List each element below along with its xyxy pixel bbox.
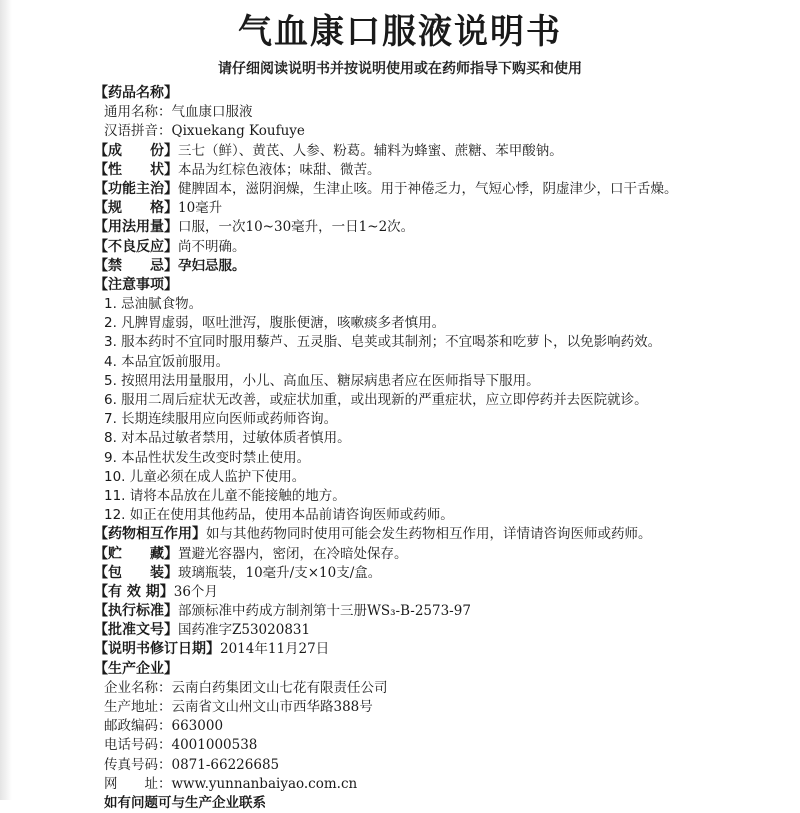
- leaflet-row: [94, 180, 784, 199]
- section-value: 5. 按照用法用量服用，小儿、高血压、糖尿病患者应在医师指导下服用。: [104, 372, 540, 389]
- leaflet-row: [94, 391, 784, 410]
- leaflet-row: [94, 238, 784, 257]
- section-value: 企业名称：云南白药集团文山七花有限责任公司: [104, 679, 388, 696]
- section-value: 邮政编码：663000: [104, 718, 224, 735]
- leaflet-row: [94, 449, 784, 468]
- document-subtitle: 请仔细阅读说明书并按说明使用或在药师指导下购买和使用: [218, 61, 582, 77]
- section-value: 8. 对本品过敏者禁用，过敏体质者慎用。: [104, 430, 351, 447]
- section-value: 三七（鲜）、黄芪、人参、粉葛。辅料为蜂蜜、蔗糖、苯甲酸钠。: [178, 142, 563, 159]
- section-label: 【包 装】: [94, 564, 178, 581]
- leaflet-row: [94, 487, 784, 506]
- section-value: 汉语拼音：Qixuekang Koufuye: [104, 123, 305, 140]
- leaflet-row: [94, 468, 784, 487]
- section-value: 6. 服用二周后症状无改善，或症状加重，或出现新的严重症状，应立即停药并去医院就诊。: [104, 392, 648, 408]
- section-label: 【贮 藏】: [94, 545, 178, 562]
- leaflet-row: [94, 161, 784, 180]
- leaflet-row: [94, 640, 784, 659]
- section-value: 部颁标准中药成方制剂第十三册WS₃-B-2573-97: [178, 603, 471, 620]
- section-label: 【用法用量】: [94, 219, 178, 236]
- leaflet-row: [94, 717, 784, 736]
- section-value: 1. 忌油腻食物。: [104, 296, 203, 313]
- section-value: 孕妇忌服。: [178, 257, 246, 274]
- leaflet-row: [94, 218, 784, 237]
- section-value: 3. 服本药时不宜同时服用藜芦、五灵脂、皂荚或其制剂；不宜喝茶和吃萝卜，以免影响药效。: [104, 334, 662, 351]
- section-value: 4. 本品宜饭前服用。: [104, 353, 230, 370]
- leaflet-row: [94, 257, 784, 276]
- leaflet-row: [94, 506, 784, 525]
- leaflet-row: [94, 429, 784, 448]
- leaflet-row: [94, 410, 784, 429]
- leaflet-row: [94, 372, 784, 391]
- leaflet-row: [94, 756, 784, 775]
- section-label: 【注意事项】: [94, 276, 178, 293]
- section-value: 本品为红棕色液体；味甜、微苦。: [178, 161, 381, 178]
- section-label: 【性 状】: [94, 161, 178, 178]
- leaflet-row: [94, 679, 784, 698]
- leaflet-row: [94, 621, 784, 640]
- section-label: 【禁 忌】: [94, 257, 178, 274]
- leaflet-row: [94, 564, 784, 583]
- section-label: 【有 效 期】: [94, 583, 174, 600]
- section-label: 【成 份】: [94, 142, 178, 159]
- document-title: 气血康口服液说明书: [238, 12, 562, 52]
- leaflet-row: [94, 295, 784, 314]
- leaflet-row: [94, 775, 784, 794]
- section-value: 2014年11月27日: [220, 641, 330, 658]
- leaflet-row: [94, 736, 784, 755]
- section-value: 置避光容器内，密闭，在冷暗处保存。: [178, 545, 408, 562]
- section-label: 【说明书修订日期】: [94, 641, 220, 658]
- leaflet-row: [94, 583, 784, 602]
- leaflet-body: [94, 84, 784, 813]
- section-value: 健脾固本，滋阴润燥，生津止咳。用于神倦乏力，气短心悸，阴虚津少，口干舌燥。: [178, 180, 678, 197]
- leaflet-row: [94, 545, 784, 564]
- leaflet-row: [94, 142, 784, 161]
- leaflet-row: [94, 199, 784, 218]
- section-label: 【药物相互作用】: [94, 526, 206, 543]
- leaflet-row: [94, 103, 784, 122]
- leaflet-row: [94, 276, 784, 295]
- section-label: 【规 格】: [94, 200, 178, 217]
- section-value: 2. 凡脾胃虚弱，呕吐泄泻，腹胀便溏，咳嗽痰多者慎用。: [104, 315, 446, 332]
- section-value: 7. 长期连续服用应向医师或药师咨询。: [104, 411, 338, 428]
- section-value: 11. 请将本品放在儿童不能接触的地方。: [104, 487, 346, 504]
- section-value: 36个月: [173, 583, 218, 600]
- leaflet-row: [94, 122, 784, 141]
- section-label: 【批准文号】: [94, 622, 178, 639]
- leaflet-row: [94, 333, 784, 352]
- section-value: 尚不明确。: [178, 238, 246, 255]
- section-value: 传真号码：0871-66226685: [104, 756, 280, 773]
- leaflet-row: [94, 84, 784, 103]
- section-value: 网 址：www.yunnanbaiyao.com.cn: [104, 775, 358, 792]
- section-value: 口服，一次10~30毫升，一日1~2次。: [178, 219, 415, 236]
- section-value: 国药准字Z53020831: [178, 622, 311, 639]
- section-value: 电话号码：4001000538: [104, 737, 258, 754]
- section-value: 10. 儿童必须在成人监护下使用。: [104, 468, 306, 485]
- section-value: 生产地址：云南省文山州文山市西华路388号: [104, 699, 373, 715]
- section-value: 如与其他药物同时使用可能会发生药物相互作用，详情请咨询医师或药师。: [206, 526, 652, 543]
- leaflet-row: [94, 794, 784, 813]
- section-value: 9. 本品性状发生改变时禁止使用。: [104, 449, 311, 466]
- leaflet-row: [94, 660, 784, 679]
- section-label: 【药品名称】: [94, 85, 178, 101]
- section-value: 12. 如正在使用其他药品，使用本品前请咨询医师或药师。: [104, 507, 454, 524]
- section-label: 【不良反应】: [94, 238, 178, 255]
- section-label: 【生产企业】: [94, 660, 178, 677]
- leaflet-row: [94, 314, 784, 333]
- leaflet-row: [94, 698, 784, 717]
- leaflet-row: [94, 525, 784, 544]
- section-label: 【功能主治】: [94, 180, 178, 197]
- section-value: 如有问题可与生产企业联系: [104, 794, 266, 811]
- section-value: 10毫升: [178, 200, 223, 217]
- section-label: 【执行标准】: [94, 603, 178, 620]
- section-value: 玻璃瓶装，10毫升/支×10支/盒。: [178, 564, 382, 581]
- leaflet-row: [94, 602, 784, 621]
- section-value: 通用名称：气血康口服液: [104, 104, 253, 121]
- leaflet-row: [94, 353, 784, 372]
- page-shadow-edge: [0, 0, 12, 800]
